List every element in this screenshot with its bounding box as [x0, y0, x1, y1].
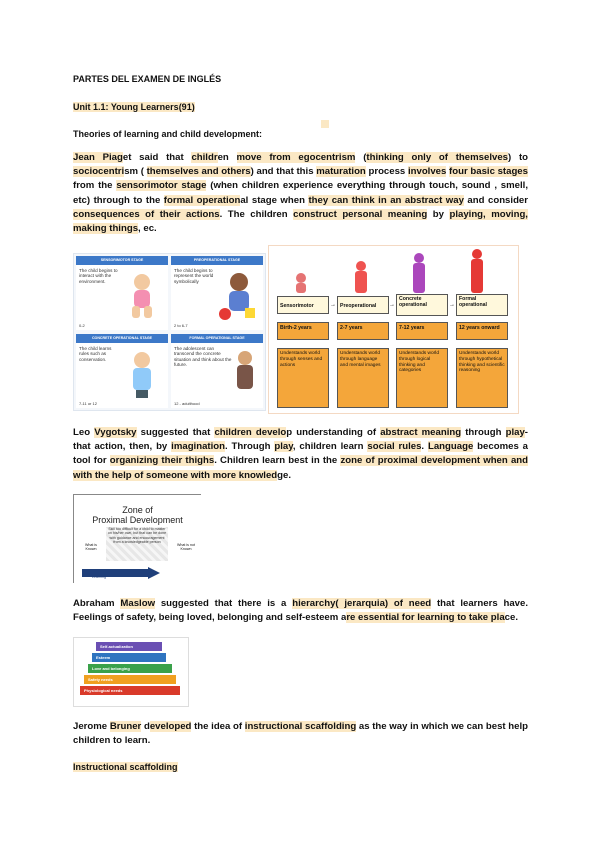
panel-age: 12 - adulthood: [174, 401, 200, 406]
zpd-title: [74, 505, 201, 525]
age-label: Birth-2 years: [277, 322, 329, 340]
text-span: children develo: [214, 427, 287, 438]
scaffolding-heading: [73, 762, 178, 772]
text-span: becomes a tool for: [73, 441, 528, 467]
text-span: , ec.: [138, 223, 157, 235]
text-span: formal operation: [163, 194, 241, 206]
pyramid-layer: Esteem: [92, 653, 166, 662]
text-span: by: [427, 208, 450, 220]
growing-children-illustration: [269, 246, 518, 296]
highlight-mark: [321, 120, 329, 128]
text-span: sensorimotor stage: [116, 180, 207, 192]
text-span: four basic stages: [449, 166, 528, 178]
panel-text: The child learns rules such as conservation.: [79, 346, 112, 362]
text-span: (: [355, 152, 367, 163]
panel-text: The adolescent can transcend the concrete situation and think about the future.: [174, 346, 232, 368]
arrow-icon: →: [330, 302, 336, 308]
stage-label: Sensorimotor: [277, 296, 329, 314]
zpd-title-line: Proximal Development: [92, 515, 183, 525]
text-span: Abraham: [73, 598, 121, 609]
text-span: ) to: [508, 152, 528, 163]
text-span: instructional scaffolding: [244, 721, 357, 732]
text-span: -that action, then, by: [73, 427, 528, 453]
text-span: involves: [407, 166, 447, 178]
text-span: they can think in an abstract way: [308, 194, 464, 206]
stage-table-figure: [268, 245, 519, 414]
text-span: social rules: [367, 441, 422, 453]
stage-description: Understands world through language and mental images: [337, 348, 389, 408]
text-span: (when children experience everything through touch, sound , smell, etc) through to the: [73, 180, 528, 206]
stage-panel-formal: [171, 334, 263, 408]
bruner-paragraph: [73, 720, 528, 748]
arrow-icon: →: [449, 302, 455, 308]
text-span: suggested that there is a: [155, 598, 293, 609]
text-span: Jean Piag: [73, 152, 123, 163]
text-span: from the: [73, 180, 117, 192]
pyramid-layer: Self-actualization: [96, 642, 162, 651]
unit-heading: [73, 102, 195, 112]
text-span: d: [141, 721, 150, 732]
text-span: and consider: [463, 194, 528, 206]
panel-age: 2 to 6-7: [174, 323, 188, 328]
text-span: that learners have. Feelings of safety, being loved, belonging and self-esteem a: [73, 598, 529, 624]
age-label: 12 years onward: [456, 322, 508, 340]
age-label: 7-12 years: [396, 322, 448, 340]
zpd-known-label: What is Known: [85, 543, 97, 552]
text-span: . The children: [219, 208, 294, 220]
text-span: en: [217, 152, 237, 163]
scaffolding-heading-text: Instructional scaffolding: [73, 762, 178, 772]
text-span: al stage when: [240, 194, 309, 206]
text-span: play: [505, 427, 525, 438]
baby-illustration: [122, 270, 162, 322]
child-toys-illustration: [217, 270, 259, 322]
text-span: process: [365, 166, 408, 178]
schoolchild-illustration: [122, 348, 162, 400]
arrow-icon: →: [389, 302, 395, 308]
text-span: Language: [427, 441, 474, 453]
text-span: .: [421, 441, 428, 453]
text-span: eveloped: [149, 721, 192, 732]
text-span: sociocentri: [73, 166, 125, 178]
zpd-title-line: Zone of: [122, 505, 153, 515]
text-span: zone of proximal development when and with the help of someone with more knowled: [73, 455, 528, 481]
pyramid-layer: Love and belonging: [88, 664, 172, 673]
text-span: ce.: [504, 612, 519, 624]
text-span: p understanding of: [286, 427, 381, 438]
zpd-unknown-label: What is not Known: [177, 543, 195, 552]
document-title: PARTES DEL EXAMEN DE INGLÉS: [73, 74, 222, 84]
text-span: ge.: [277, 469, 292, 481]
pyramid-layer: Physiological needs: [80, 686, 180, 695]
text-span: . Through: [225, 441, 275, 453]
stage-panel-concrete: [76, 334, 168, 408]
piaget-stages-figure: [73, 253, 266, 411]
learning-arrow-label: Learning: [92, 575, 106, 579]
panel-title: PREOPERATIONAL STAGE: [171, 256, 263, 265]
text-span: themselves and others: [146, 166, 251, 178]
zpd-figure: [73, 494, 201, 583]
text-span: sm (: [124, 166, 147, 178]
text-span: Vygotsky: [94, 427, 137, 438]
panel-age: 0-2: [79, 323, 85, 328]
text-span: . Children learn best in the: [214, 455, 341, 467]
text-span: et said that: [122, 152, 192, 163]
stage-label: Concrete operational: [396, 294, 448, 316]
stage-label: Preoperational: [337, 296, 389, 314]
text-span: imagination: [171, 441, 225, 453]
stage-panel-sensorimotor: [76, 256, 168, 330]
text-span: re essential for learning to take pla: [346, 612, 505, 624]
stage-label: Formal operational: [456, 294, 508, 316]
text-span: , children learn: [292, 441, 368, 453]
text-span: hierarchy( jerarquia) of need: [292, 598, 432, 609]
unit-heading-text: Unit 1.1: Young Learners(91): [73, 102, 195, 112]
panel-text: The child begins to represent the world symbolically: [174, 268, 214, 284]
stage-panel-preoperational: [171, 256, 263, 330]
text-span: suggested that: [136, 427, 215, 438]
text-span: consequences of their actions: [73, 208, 220, 220]
text-span: Bruner: [109, 721, 142, 732]
text-span: the idea of: [191, 721, 245, 732]
text-span: as the way in which we can best help children to learn.: [73, 721, 529, 747]
text-span: Jerome: [73, 721, 110, 732]
panel-age: 7-11 or 12: [79, 401, 97, 406]
text-span: abstract meaning: [380, 427, 462, 438]
text-span: maturation: [316, 166, 366, 178]
text-span: thinking only of themselves: [366, 152, 508, 163]
text-span: construct personal meaning: [293, 208, 428, 220]
text-span: through: [461, 427, 506, 438]
stage-description: Understands world through senses and actions: [277, 348, 329, 408]
adolescent-illustration: [231, 348, 259, 400]
vygotsky-paragraph: [73, 426, 528, 483]
text-span: move from egocentrism: [236, 152, 356, 163]
text-span: playing, moving, making things: [73, 208, 528, 235]
stage-description: Understands world through logical thinking and categories: [396, 348, 448, 408]
text-span: play: [274, 441, 293, 453]
theories-heading: Theories of learning and child development:: [73, 129, 263, 139]
text-span: ) and that this: [250, 166, 317, 178]
age-label: 2-7 years: [337, 322, 389, 340]
text-span: Maslow: [120, 598, 156, 609]
text-span: organizing their thighs: [109, 455, 215, 467]
stage-description: Understands world through hypothetical thinking and scientific reasoning: [456, 348, 508, 408]
panel-title: SENSORIMOTOR STAGE: [76, 256, 168, 265]
maslow-pyramid-figure: [73, 637, 189, 707]
panel-title: CONCRETE OPERATIONAL STAGE: [76, 334, 168, 343]
zpd-center-text: Skill too difficult for a child to master on his/her own, but that can be done with guidance and encouragement from a knowledgeable person: [106, 527, 168, 561]
panel-title: FORMAL OPERATIONAL STAGE: [171, 334, 263, 343]
piaget-paragraph: [73, 151, 528, 236]
maslow-paragraph: [73, 597, 528, 625]
panel-text: The child begins to interact with the environment.: [79, 268, 118, 284]
text-span: childr: [191, 152, 218, 163]
text-span: Leo: [73, 427, 95, 438]
pyramid-layer: Safety needs: [84, 675, 176, 684]
